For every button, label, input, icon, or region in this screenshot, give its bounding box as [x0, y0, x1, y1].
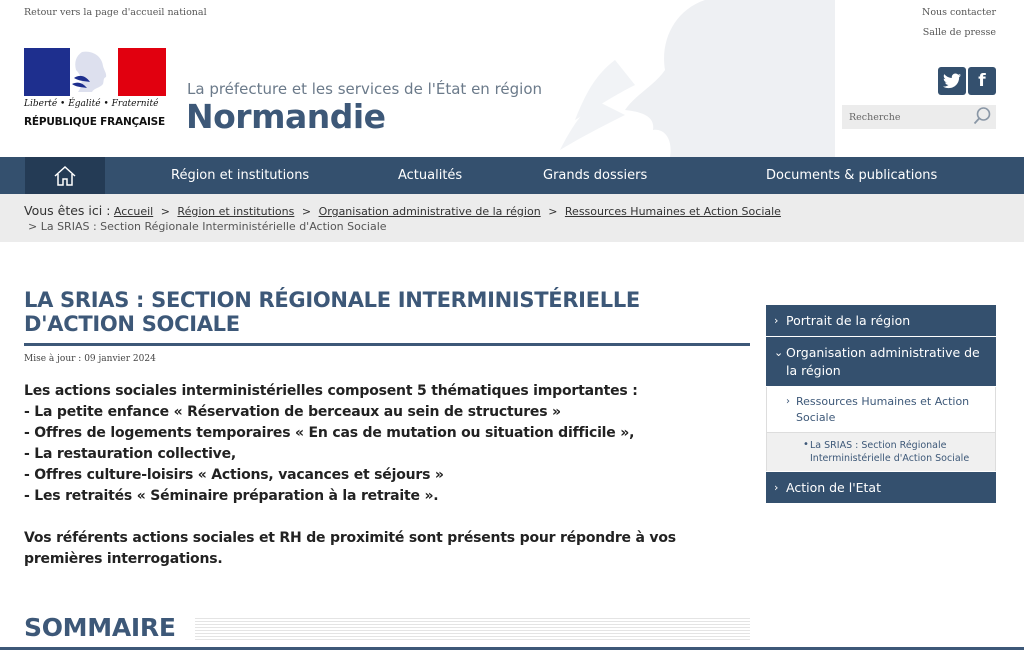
site-header [0, 0, 1024, 157]
title-divider [24, 343, 750, 346]
twitter-button[interactable] [938, 67, 966, 95]
side-menu-label: Action de l'Etat [786, 480, 881, 495]
bullet-icon: • [803, 439, 809, 450]
side-menu-label: La SRIAS : Section Régionale Interministérielle d'Action Sociale [810, 440, 970, 464]
search-input[interactable] [842, 105, 967, 129]
search-icon [972, 106, 992, 126]
content-line: Les actions sociales interministérielles composent 5 thématiques importantes : [24, 383, 638, 399]
content-line: - Offres de logements temporaires « En cas de mutation ou situation difficile », [24, 425, 635, 441]
sommaire-decoration [195, 618, 750, 640]
breadcrumb-link-region[interactable]: Région et institutions [177, 205, 295, 218]
marianne-watermark-icon [555, 0, 835, 157]
twitter-icon [943, 73, 961, 89]
side-menu-label: Ressources Humaines et Action Sociale [796, 395, 970, 424]
facebook-button[interactable] [968, 67, 996, 95]
home-icon [53, 165, 77, 187]
breadcrumb-current: > La SRIAS : Section Régionale Interministérielle d'Action Sociale [28, 220, 387, 233]
content-line: - La restauration collective, [24, 446, 237, 462]
contact-link[interactable]: Nous contacter [922, 7, 996, 18]
press-room-link[interactable]: Salle de presse [922, 27, 996, 38]
site-subtitle: La préfecture et les services de l'État en région [187, 80, 543, 98]
facebook-icon: f [978, 71, 986, 91]
french-flag [24, 48, 166, 96]
chevron-right-icon: › [774, 314, 779, 327]
breadcrumb-link-rh[interactable]: Ressources Humaines et Action Sociale [564, 205, 781, 218]
back-to-national-link[interactable]: Retour vers la page d'accueil national [24, 7, 207, 18]
content-line: - Offres culture-loisirs « Actions, vacances et séjours » [24, 467, 444, 483]
side-menu-action-etat[interactable] [766, 471, 996, 504]
sommaire-heading: SOMMAIRE [24, 613, 176, 642]
main-navigation [0, 157, 1024, 194]
chevron-right-icon: › [774, 481, 779, 494]
marianne-profile-icon [70, 48, 118, 96]
breadcrumb-link-accueil[interactable]: Accueil [113, 205, 154, 218]
referents-paragraph: Vos référents actions sociales et RH de proximité sont présents pour répondre à vos premières interrogations. [24, 530, 676, 567]
side-menu-organisation[interactable] [766, 337, 996, 387]
chevron-right-icon: › [786, 396, 790, 407]
region-name[interactable]: Normandie [186, 97, 386, 136]
breadcrumb-separator: > [301, 205, 312, 218]
nav-item-grands-dossiers[interactable]: Grands dossiers [543, 168, 648, 183]
motto-text: Liberté • Égalité • Fraternité [24, 99, 159, 109]
side-menu-label: Organisation administrative de la région [786, 345, 980, 378]
breadcrumb [0, 194, 1024, 242]
article-content [24, 381, 750, 570]
content-line: - Les retraités « Séminaire préparation à la retraite ». [24, 488, 439, 504]
update-date: Mise à jour : 09 janvier 2024 [24, 354, 156, 364]
page-title: LA SRIAS : SECTION RÉGIONALE INTERMINISTÉRIELLE D'ACTION SOCIALE [24, 288, 640, 336]
side-menu [766, 305, 996, 504]
breadcrumb-separator: > [160, 205, 170, 218]
search-box [842, 105, 996, 129]
side-menu-portrait[interactable] [766, 305, 996, 337]
side-menu-label: Portrait de la région [786, 313, 911, 328]
nav-item-actualites[interactable]: Actualités [398, 168, 463, 183]
side-menu-rh[interactable] [766, 387, 996, 433]
nav-item-documents-publications[interactable]: Documents & publications [766, 168, 938, 183]
search-button[interactable] [970, 106, 994, 128]
breadcrumb-link-organisation[interactable]: Organisation administrative de la région [318, 205, 541, 218]
breadcrumb-prefix: Vous êtes ici : [24, 203, 111, 218]
home-button[interactable] [25, 157, 105, 194]
republique-francaise-logo[interactable] [24, 48, 166, 134]
side-menu-srias[interactable] [766, 433, 996, 471]
nav-item-region-institutions[interactable]: Région et institutions [171, 168, 310, 183]
breadcrumb-separator: > [548, 205, 558, 218]
republique-text: RÉPUBLIQUE FRANÇAISE [24, 116, 166, 128]
content-line: - La petite enfance « Réservation de berceaux au sein de structures » [24, 404, 561, 420]
chevron-down-icon: ⌄ [774, 346, 784, 359]
